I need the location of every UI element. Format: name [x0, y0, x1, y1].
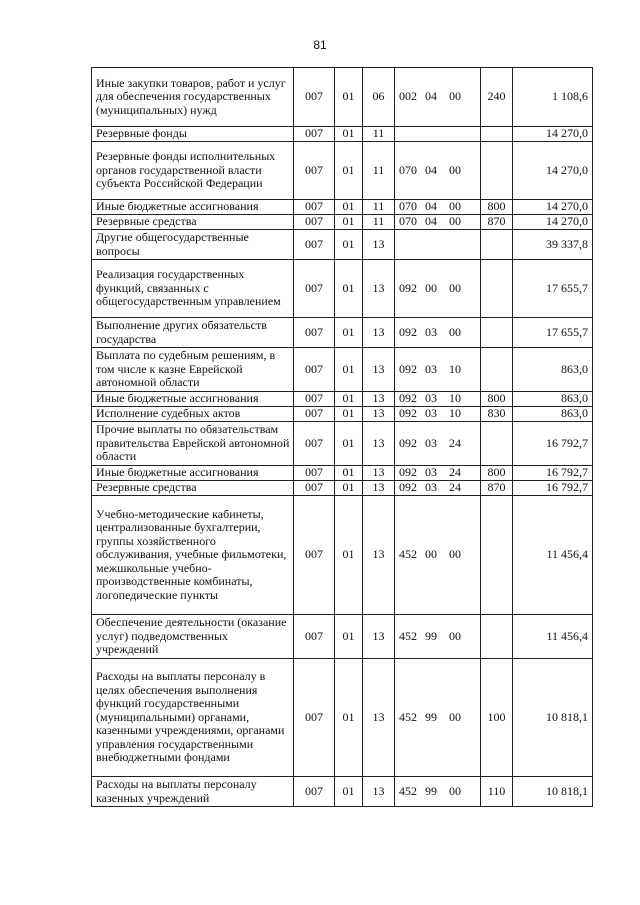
expense-name-cell: Обеспечение деятельности (оказание услуг) подведомственных учреждений: [92, 615, 294, 659]
amount-cell: 14 270,0: [513, 215, 593, 230]
target-article-part: 00: [449, 628, 461, 643]
target-article-cell: [395, 142, 481, 200]
target-article-part: 070: [399, 162, 417, 177]
expense-type-cell: [481, 422, 513, 466]
section-code-cell: 01: [335, 481, 363, 496]
ministry-code-cell: 007: [294, 142, 335, 200]
subsection-code-cell: 11: [363, 215, 395, 230]
target-article-cell: [395, 348, 481, 392]
amount-cell: 16 792,7: [513, 422, 593, 466]
target-article-part: 092: [399, 324, 417, 339]
section-code-cell: 01: [335, 615, 363, 659]
subsection-code-cell: 13: [363, 659, 395, 777]
target-article-part: 03: [425, 465, 437, 480]
subsection-code-cell: 13: [363, 496, 395, 615]
target-article-cell: [395, 215, 481, 230]
expense-type-cell: [481, 127, 513, 142]
table-row: [92, 68, 593, 127]
target-article-part: 00: [449, 280, 461, 295]
budget-table: [91, 67, 593, 807]
target-article-part: 99: [425, 783, 437, 798]
table-row: [92, 466, 593, 481]
table-row: [92, 230, 593, 260]
target-article-part: 10: [449, 406, 461, 421]
target-article-cell: [395, 407, 481, 422]
table-row: [92, 422, 593, 466]
expense-name-cell: Учебно-методические кабинеты, централизованные бухгалтерии, группы хозяйственного обслуживания, учебные фильмотеки, межшкольные учебно-производственные комбинаты, логопедические пункты: [92, 496, 294, 615]
amount-cell: 16 792,7: [513, 481, 593, 496]
expense-name-cell: Иные бюджетные ассигнования: [92, 392, 294, 407]
table-row: [92, 215, 593, 230]
amount-cell: 17 655,7: [513, 318, 593, 348]
target-article-part: 092: [399, 406, 417, 421]
expense-type-cell: 100: [481, 659, 513, 777]
expense-type-cell: [481, 142, 513, 200]
subsection-code-cell: 13: [363, 481, 395, 496]
table-row: [92, 127, 593, 142]
target-article-part: 002: [399, 89, 417, 104]
page-number: 81: [313, 38, 327, 52]
target-article-part: 070: [399, 199, 417, 214]
ministry-code-cell: 007: [294, 392, 335, 407]
expense-name-cell: Прочие выплаты по обязательствам правительства Еврейской автономной области: [92, 422, 294, 466]
target-article-part: 092: [399, 280, 417, 295]
ministry-code-cell: 007: [294, 127, 335, 142]
section-code-cell: 01: [335, 407, 363, 422]
section-code-cell: 01: [335, 142, 363, 200]
amount-cell: 17 655,7: [513, 260, 593, 318]
target-article-part: 24: [449, 465, 461, 480]
section-code-cell: 01: [335, 200, 363, 215]
target-article-part: 03: [425, 406, 437, 421]
expense-type-cell: 110: [481, 777, 513, 807]
expense-name-cell: Реализация государственных функций, связанных с общегосударственным управлением: [92, 260, 294, 318]
table-row: [92, 496, 593, 615]
section-code-cell: 01: [335, 777, 363, 807]
expense-name-cell: Исполнение судебных актов: [92, 407, 294, 422]
table-row: [92, 392, 593, 407]
subsection-code-cell: 13: [363, 615, 395, 659]
expense-type-cell: 830: [481, 407, 513, 422]
target-article-part: 03: [425, 391, 437, 406]
expense-name-cell: Выплата по судебным решениям, в том числе к казне Еврейской автономной области: [92, 348, 294, 392]
section-code-cell: 01: [335, 68, 363, 127]
table-row: [92, 142, 593, 200]
section-code-cell: 01: [335, 496, 363, 615]
target-article-part: 070: [399, 214, 417, 229]
target-article-part: 452: [399, 783, 417, 798]
ministry-code-cell: 007: [294, 215, 335, 230]
target-article-part: 092: [399, 435, 417, 450]
expense-type-cell: [481, 348, 513, 392]
target-article-part: 00: [449, 324, 461, 339]
target-article-part: 03: [425, 435, 437, 450]
budget-table-body: [92, 68, 593, 807]
target-article-cell: [395, 392, 481, 407]
subsection-code-cell: 13: [363, 230, 395, 260]
subsection-code-cell: 06: [363, 68, 395, 127]
target-article-part: 00: [449, 89, 461, 104]
amount-cell: 14 270,0: [513, 127, 593, 142]
target-article-cell: [395, 260, 481, 318]
target-article-part: 092: [399, 465, 417, 480]
target-article-cell: [395, 466, 481, 481]
target-article-cell: [395, 318, 481, 348]
ministry-code-cell: 007: [294, 466, 335, 481]
section-code-cell: 01: [335, 127, 363, 142]
expense-name-cell: Выполнение других обязательств государства: [92, 318, 294, 348]
target-article-part: 10: [449, 361, 461, 376]
table-row: [92, 659, 593, 777]
ministry-code-cell: 007: [294, 200, 335, 215]
target-article-part: 00: [449, 162, 461, 177]
section-code-cell: 01: [335, 348, 363, 392]
subsection-code-cell: 13: [363, 777, 395, 807]
amount-cell: 863,0: [513, 348, 593, 392]
table-row: [92, 481, 593, 496]
amount-cell: 1 108,6: [513, 68, 593, 127]
subsection-code-cell: 13: [363, 348, 395, 392]
table-row: [92, 777, 593, 807]
target-article-part: 04: [425, 214, 437, 229]
expense-type-cell: [481, 615, 513, 659]
target-article-cell: [395, 659, 481, 777]
target-article-cell: [395, 777, 481, 807]
target-article-part: 452: [399, 709, 417, 724]
subsection-code-cell: 13: [363, 422, 395, 466]
expense-type-cell: 800: [481, 466, 513, 481]
table-row: [92, 615, 593, 659]
ministry-code-cell: 007: [294, 481, 335, 496]
expense-name-cell: Резервные фонды исполнительных органов государственной власти субъекта Российской Федерации: [92, 142, 294, 200]
expense-type-cell: [481, 260, 513, 318]
table-row: [92, 200, 593, 215]
section-code-cell: 01: [335, 392, 363, 407]
target-article-part: 00: [449, 547, 461, 562]
subsection-code-cell: 13: [363, 407, 395, 422]
expense-type-cell: [481, 318, 513, 348]
expense-name-cell: Резервные средства: [92, 215, 294, 230]
section-code-cell: 01: [335, 466, 363, 481]
section-code-cell: 01: [335, 659, 363, 777]
ministry-code-cell: 007: [294, 260, 335, 318]
target-article-part: 04: [425, 162, 437, 177]
ministry-code-cell: 007: [294, 407, 335, 422]
target-article-part: 00: [425, 547, 437, 562]
target-article-part: 00: [449, 709, 461, 724]
target-article-cell: [395, 496, 481, 615]
section-code-cell: 01: [335, 260, 363, 318]
ministry-code-cell: 007: [294, 659, 335, 777]
expense-name-cell: Иные бюджетные ассигнования: [92, 200, 294, 215]
expense-name-cell: Иные бюджетные ассигнования: [92, 466, 294, 481]
ministry-code-cell: 007: [294, 68, 335, 127]
target-article-cell: [395, 200, 481, 215]
target-article-cell: [395, 615, 481, 659]
expense-name-cell: Иные закупки товаров, работ и услуг для обеспечения государственных (муниципальных) нужд: [92, 68, 294, 127]
expense-type-cell: 800: [481, 200, 513, 215]
target-article-part: 03: [425, 324, 437, 339]
section-code-cell: 01: [335, 318, 363, 348]
expense-type-cell: 240: [481, 68, 513, 127]
amount-cell: 14 270,0: [513, 142, 593, 200]
target-article-cell: [395, 230, 481, 260]
subsection-code-cell: 13: [363, 392, 395, 407]
table-row: [92, 260, 593, 318]
amount-cell: 863,0: [513, 392, 593, 407]
amount-cell: 39 337,8: [513, 230, 593, 260]
ministry-code-cell: 007: [294, 230, 335, 260]
ministry-code-cell: 007: [294, 422, 335, 466]
subsection-code-cell: 13: [363, 318, 395, 348]
subsection-code-cell: 13: [363, 466, 395, 481]
expense-name-cell: Резервные фонды: [92, 127, 294, 142]
expense-type-cell: [481, 230, 513, 260]
amount-cell: 10 818,1: [513, 777, 593, 807]
expense-name-cell: Другие общегосударственные вопросы: [92, 230, 294, 260]
expense-type-cell: 870: [481, 481, 513, 496]
target-article-part: 99: [425, 628, 437, 643]
target-article-part: 00: [425, 280, 437, 295]
target-article-part: 03: [425, 361, 437, 376]
target-article-part: 092: [399, 391, 417, 406]
ministry-code-cell: 007: [294, 318, 335, 348]
target-article-cell: [395, 68, 481, 127]
expense-type-cell: 870: [481, 215, 513, 230]
target-article-part: 00: [449, 214, 461, 229]
expense-name-cell: Расходы на выплаты персоналу казенных учреждений: [92, 777, 294, 807]
target-article-part: 00: [449, 199, 461, 214]
target-article-part: 452: [399, 547, 417, 562]
expense-name-cell: Расходы на выплаты персоналу в целях обеспечения выполнения функций государственными (муниципальными) органами, казенными учреждениями, органами управления государственными внебюджетными фондами: [92, 659, 294, 777]
expense-type-cell: [481, 496, 513, 615]
subsection-code-cell: 13: [363, 260, 395, 318]
target-article-part: 24: [449, 480, 461, 495]
ministry-code-cell: 007: [294, 496, 335, 615]
amount-cell: 14 270,0: [513, 200, 593, 215]
table-row: [92, 407, 593, 422]
expense-name-cell: Резервные средства: [92, 481, 294, 496]
amount-cell: 11 456,4: [513, 496, 593, 615]
ministry-code-cell: 007: [294, 615, 335, 659]
target-article-cell: [395, 481, 481, 496]
target-article-part: 092: [399, 480, 417, 495]
amount-cell: 16 792,7: [513, 466, 593, 481]
target-article-part: 00: [449, 783, 461, 798]
amount-cell: 10 818,1: [513, 659, 593, 777]
target-article-part: 10: [449, 391, 461, 406]
section-code-cell: 01: [335, 230, 363, 260]
ministry-code-cell: 007: [294, 777, 335, 807]
target-article-part: 24: [449, 435, 461, 450]
expense-type-cell: 800: [481, 392, 513, 407]
target-article-part: 092: [399, 361, 417, 376]
subsection-code-cell: 11: [363, 142, 395, 200]
target-article-part: 03: [425, 480, 437, 495]
target-article-part: 452: [399, 628, 417, 643]
amount-cell: 863,0: [513, 407, 593, 422]
target-article-part: 04: [425, 199, 437, 214]
target-article-part: 99: [425, 709, 437, 724]
section-code-cell: 01: [335, 422, 363, 466]
target-article-cell: [395, 422, 481, 466]
target-article-cell: [395, 127, 481, 142]
target-article-part: 04: [425, 89, 437, 104]
subsection-code-cell: 11: [363, 200, 395, 215]
table-row: [92, 348, 593, 392]
amount-cell: 11 456,4: [513, 615, 593, 659]
table-row: [92, 318, 593, 348]
section-code-cell: 01: [335, 215, 363, 230]
subsection-code-cell: 11: [363, 127, 395, 142]
ministry-code-cell: 007: [294, 348, 335, 392]
